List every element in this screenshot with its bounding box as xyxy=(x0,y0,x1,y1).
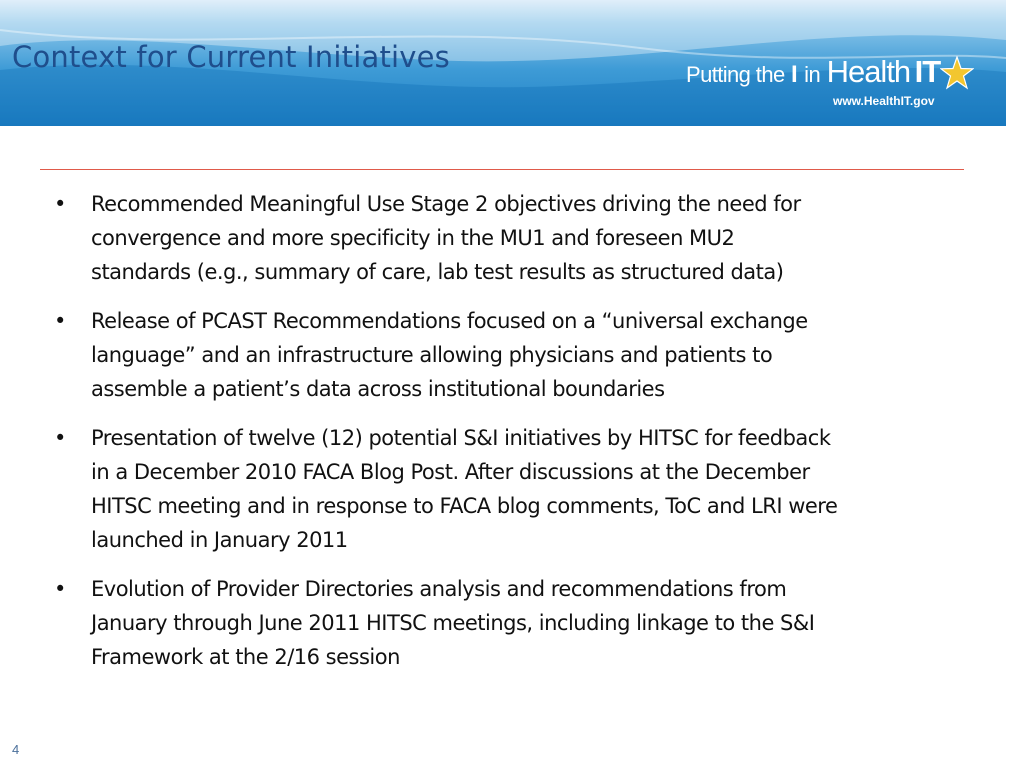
bullet-text-line: • Recommended Meaningful Use Stage 2 objectives driving the need for xyxy=(91,192,801,216)
bullet-item xyxy=(54,304,954,406)
slide-title: Context for Current Initiatives xyxy=(12,40,450,74)
bullet-text-line: • Release of PCAST Recommendations focused on a “universal exchange xyxy=(91,309,808,333)
bullet-text-line: Framework at the 2/16 session xyxy=(91,645,400,669)
bullet-item xyxy=(54,187,954,289)
logo-i: I xyxy=(791,61,798,88)
bullet-text-line: January through June 2011 HITSC meetings, including linkage to the S&I xyxy=(91,611,815,635)
bullet-text-line: assemble a patient’s data across institutional boundaries xyxy=(91,377,665,401)
logo-putting-the: Putting the xyxy=(686,62,785,87)
page-number: 4 xyxy=(12,742,20,757)
star-icon xyxy=(940,56,974,90)
bullet-text-line: • Presentation of twelve (12) potential S&I initiatives by HITSC for feedback xyxy=(91,426,831,450)
bullet-text-line: standards (e.g., summary of care, lab test results as structured data) xyxy=(91,260,784,284)
bullet-text-line: convergence and more specificity in the MU1 and foreseen MU2 xyxy=(91,226,735,250)
title-divider xyxy=(40,169,964,170)
logo-health: Health xyxy=(826,54,911,89)
bullet-list xyxy=(54,187,954,689)
healthit-logo[interactable] xyxy=(686,54,986,114)
bullet-text-line: launched in January 2011 xyxy=(91,528,348,552)
logo-wordmark xyxy=(686,54,940,90)
header-banner xyxy=(0,0,1006,126)
bullet-text-line: language” and an infrastructure allowing physicians and patients to xyxy=(91,343,773,367)
bullet-item xyxy=(54,421,954,557)
bullet-text-line: in a December 2010 FACA Blog Post. After discussions at the December xyxy=(91,460,810,484)
bullet-text-line: HITSC meeting and in response to FACA blog comments, ToC and LRI were xyxy=(91,494,838,518)
logo-in: in xyxy=(804,62,821,87)
logo-it: IT xyxy=(914,54,941,89)
bullet-item xyxy=(54,572,954,674)
bullet-text-line: • Evolution of Provider Directories analysis and recommendations from xyxy=(91,577,787,601)
logo-url: www.HealthIT.gov xyxy=(833,94,935,108)
